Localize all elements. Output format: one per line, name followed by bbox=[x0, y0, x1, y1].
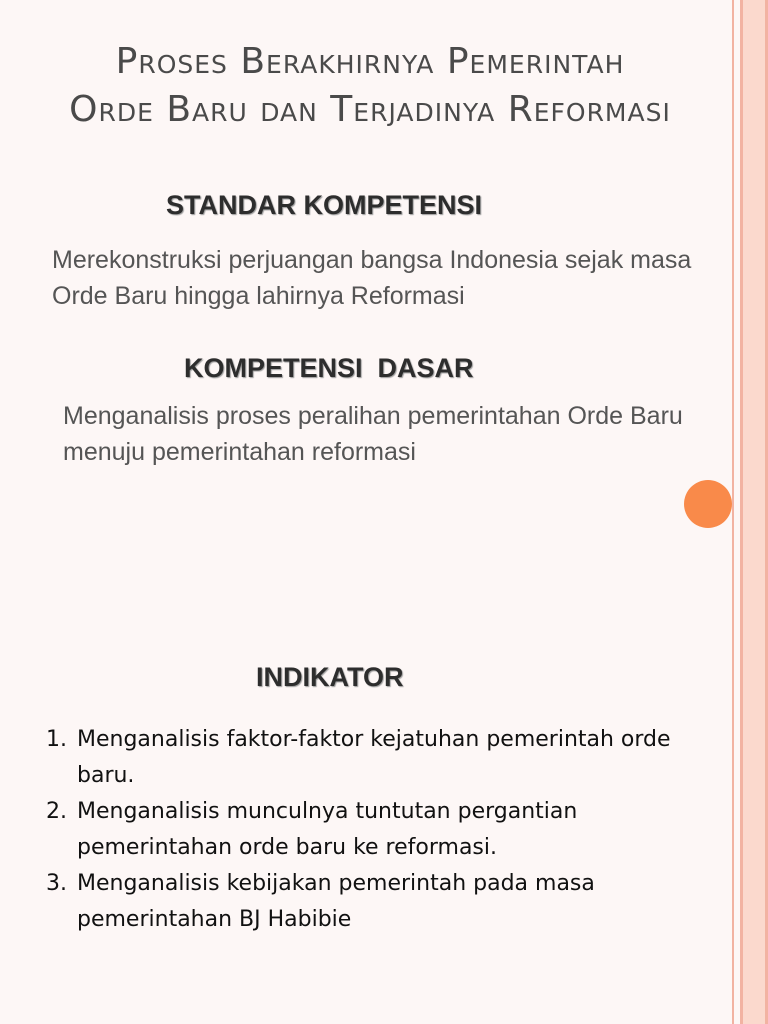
indikator-heading: INDIKATOR bbox=[256, 662, 404, 692]
indikator-item-text: Menganalisis kebijakan pemerintah pada masa pemerintahan BJ Habibie bbox=[77, 871, 595, 932]
indikator-item-number: 2. bbox=[46, 799, 67, 824]
indikator-item-text: Menganalisis faktor-faktor kejatuhan pemerintah orde baru. bbox=[77, 727, 671, 788]
indikator-item-number: 1. bbox=[46, 727, 67, 752]
decorative-side-stripes bbox=[732, 0, 768, 1024]
indikator-item bbox=[46, 722, 686, 794]
standar-kompetensi-heading: STANDAR KOMPETENSI bbox=[166, 190, 483, 220]
decorative-orange-dot bbox=[684, 480, 732, 528]
kompetensi-dasar-heading: KOMPETENSI DASAR bbox=[184, 353, 474, 383]
kompetensi-dasar-text: Menganalisis proses peralihan pemerintahan Orde Baru menuju pemerintahan reformasi bbox=[63, 402, 683, 466]
slide-title-line-2: Orde Baru dan Terjadinya Reformasi bbox=[69, 89, 671, 130]
stripe-line bbox=[732, 0, 734, 1024]
indikator-list bbox=[46, 722, 686, 938]
standar-kompetensi-text: Merekonstruksi perjuangan bangsa Indonesia sejak masa Orde Baru hingga lahirnya Reformasi bbox=[52, 246, 692, 310]
slide-title bbox=[0, 38, 740, 134]
indikator-item-text: Menganalisis munculnya tuntutan pergantian pemerintahan orde baru ke reformasi. bbox=[77, 799, 578, 860]
indikator-item bbox=[46, 794, 686, 866]
indikator-item bbox=[46, 866, 686, 938]
slide-title-line-1: Proses Berakhirnya Pemerintah bbox=[115, 41, 625, 82]
indikator-item-number: 3. bbox=[46, 871, 67, 896]
stripe-band bbox=[743, 0, 765, 1024]
